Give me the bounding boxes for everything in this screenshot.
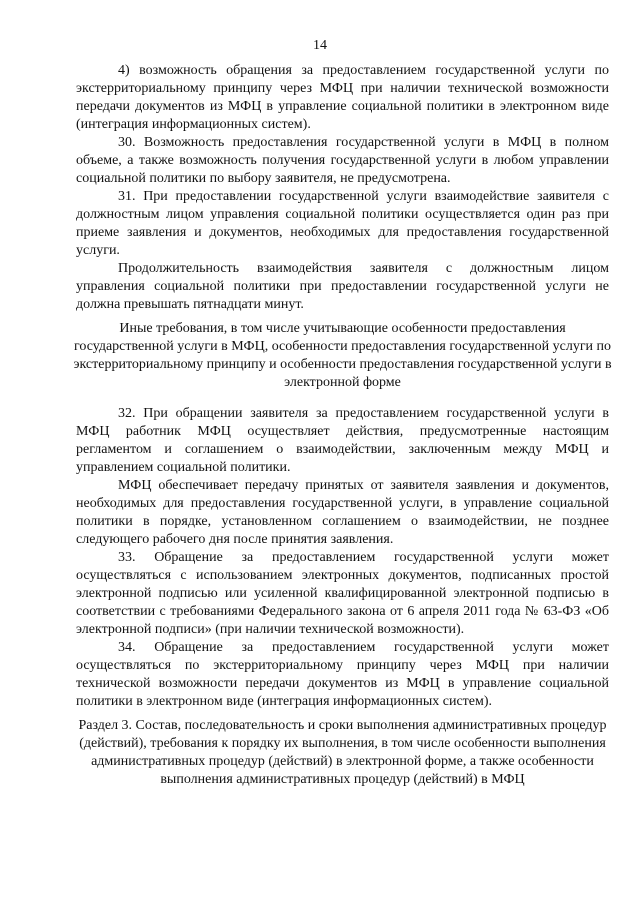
- section-heading: Иные требования, в том числе учитывающие особенности предоставления государственной услуги в МФЦ, особенности предоставления государственной услуги по экстерриториальному принципу и особенности предоставления государственной услуги в электронной форме: [73, 321, 612, 390]
- paragraph: Продолжительность взаимодействия заявителя с должностным лицом управления социальной политики при предоставлении государственной услуги не должна превышать пятнадцати минут.: [76, 261, 609, 312]
- text-block-1: [76, 62, 609, 314]
- page-number: 14: [313, 38, 327, 53]
- paragraph: 34. Обращение за предоставлением государственной услуги может осуществляться по экстерриториальному принципу через МФЦ при наличии технической возможности передачи документов из МФЦ в управление социальной политики в электронном виде (интеграция информационных систем).: [76, 640, 609, 709]
- paragraph: МФЦ обеспечивает передачу принятых от заявителя заявления и документов, необходимых для предоставления государственной услуги, в управление социальной политики в порядке, установленном соглашением о взаимодействии, не позднее следующего рабочего дня после принятия заявления.: [76, 478, 609, 547]
- section-heading-block: [70, 320, 615, 392]
- paragraph: 30. Возможность предоставления государственной услуги в МФЦ в полном объеме, а также возможность получения государственной услуги в любом управлении социальной политики по выбору заявителя, не предусмотрена.: [76, 135, 609, 186]
- paragraph: 4) возможность обращения за предоставлением государственной услуги по экстерриториальному принципу через МФЦ при наличии технической возможности передачи документов из МФЦ в управление социальной политики в электронном виде (интеграция информационных систем).: [76, 63, 609, 132]
- paragraph: 33. Обращение за предоставлением государственной услуги может осуществляться с использованием электронных документов, подписанных простой электронной подписью или усиленной квалифицированной электронной подписью в соответствии с требованиями Федерального закона от 6 апреля 2011 года № 63-ФЗ «Об электронной подписи» (при наличии технической возможности).: [76, 550, 609, 637]
- chapter-heading-block: [70, 717, 615, 789]
- chapter-heading: Раздел 3. Состав, последовательность и сроки выполнения административных процедур (действий), требования к порядку их выполнения, в том числе особенности выполнения административных процедур (действий) в электронной форме, а также особенности выполнения административных процедур (действий) в МФЦ: [78, 718, 607, 787]
- text-block-2: [76, 405, 609, 711]
- paragraph: 32. При обращении заявителя за предоставлением государственной услуги в МФЦ работник МФЦ осуществляет действия, предусмотренные настоящим регламентом и соглашением о взаимодействии, заключенным между МФЦ и управлением социальной политики.: [76, 406, 609, 475]
- paragraph: 31. При предоставлении государственной услуги взаимодействие заявителя с должностным лицом управления социальной политики осуществляется один раз при приеме заявления и документов, необходимых для предоставления государственной услуги.: [76, 189, 609, 258]
